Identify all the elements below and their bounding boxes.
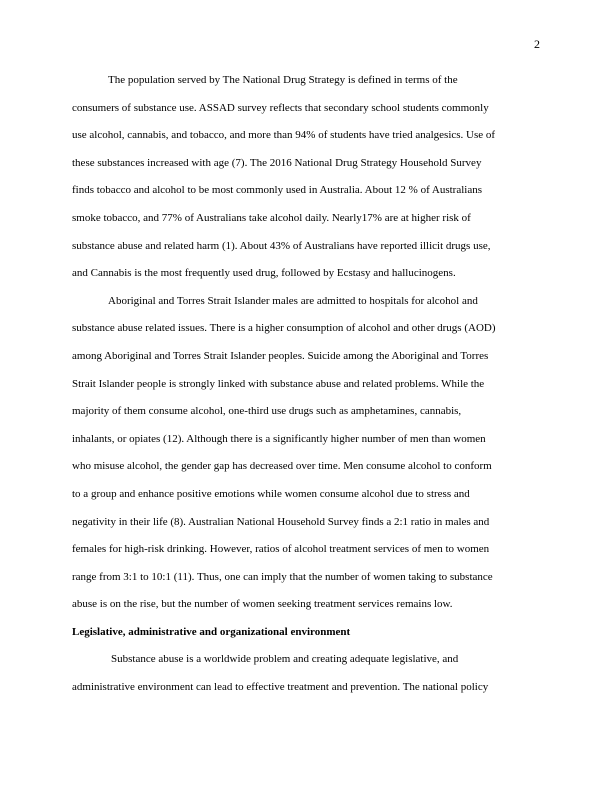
text-line: substance abuse and related harm (1). About 43% of Australians have reported illicit drugs use, — [72, 239, 491, 252]
text-line: inhalants, or opiates (12). Although there is a significantly higher number of men than women — [72, 432, 486, 445]
text-line: Substance abuse is a worldwide problem and creating adequate legislative, and — [111, 653, 459, 666]
text-line: smoke tobacco, and 77% of Australians take alcohol daily. Nearly17% are at higher risk of — [72, 211, 471, 224]
paragraph-aboriginal-torres-strait — [72, 288, 540, 619]
text-line: among Aboriginal and Torres Strait Islander peoples. Suicide among the Aboriginal and Torres — [72, 349, 489, 362]
text-line: substance abuse related issues. There is a higher consumption of alcohol and other drugs (AOD) — [72, 322, 496, 335]
text-line: females for high-risk drinking. However, ratios of alcohol treatment services of men to women — [72, 543, 490, 556]
text-line: The population served by The National Drug Strategy is defined in terms of the — [108, 74, 458, 86]
text-line: Aboriginal and Torres Strait Islander males are admitted to hospitals for alcohol and — [108, 294, 478, 307]
text-line: consumers of substance use. ASSAD survey reflects that secondary school students commonly — [72, 101, 489, 114]
text-line: Strait Islander people is strongly linked with substance abuse and related problems. While the — [72, 377, 485, 390]
section-heading: Legislative, administrative and organizational environment — [72, 625, 351, 638]
text-line: range from 3:1 to 10:1 (11). Thus, one can imply that the number of women taking to substance — [72, 570, 493, 583]
text-line: these substances increased with age (7). The 2016 National Drug Strategy Household Survey — [72, 156, 482, 169]
text-line: abuse is on the rise, but the number of women seeking treatment services remains low. — [72, 598, 453, 611]
text-line: majority of them consume alcohol, one-third use drugs such as amphetamines, cannabis, — [72, 405, 462, 418]
page-number: 2 — [534, 37, 540, 51]
paragraph-legislative-environment — [72, 646, 540, 701]
text-line: to a group and enhance positive emotions while women consume alcohol due to stress and — [72, 487, 470, 500]
text-line: use alcohol, cannabis, and tobacco, and more than 94% of students have tried analgesics. Use of — [72, 129, 496, 142]
text-line: finds tobacco and alcohol to be most commonly used in Australia. About 12 % of Australians — [72, 184, 482, 197]
text-line: and Cannabis is the most frequently used drug, followed by Ecstasy and hallucinogens. — [72, 267, 456, 280]
text-line: negativity in their life (8). Australian National Household Survey finds a 2:1 ratio in males and — [72, 515, 490, 528]
text-line: administrative environment can lead to effective treatment and prevention. The national policy — [72, 681, 489, 694]
text-line: who misuse alcohol, the gender gap has decreased over time. Men consume alcohol to conform — [72, 460, 492, 473]
body-text — [72, 67, 540, 702]
paragraph-substance-use-population — [72, 67, 540, 288]
